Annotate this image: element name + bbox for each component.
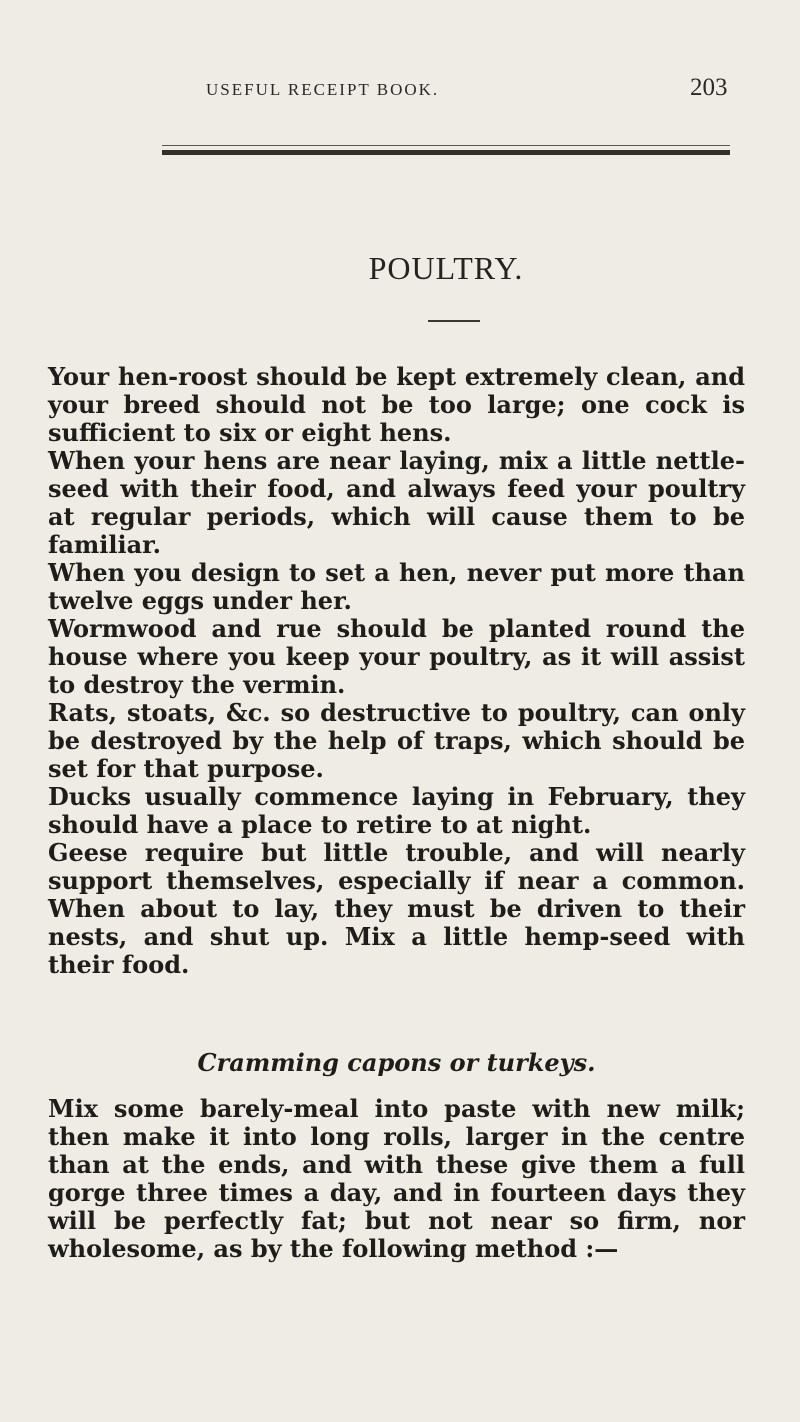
paragraph: Your hen-roost should be kept extremely clean, and your breed should not be too large; one cock is sufficient to six or eight hens. xyxy=(48,362,745,447)
paragraph: Wormwood and rue should be planted round the house where you keep your poultry, as it will assist to destroy the vermin. xyxy=(48,614,745,699)
paragraph: Geese require but little trouble, and will nearly support themselves, especially if near a common. When about to lay, they must be driven to their nests, and shut up. Mix a little hemp-seed with their food. xyxy=(48,838,745,979)
running-head: USEFUL RECEIPT BOOK. xyxy=(206,80,440,99)
paragraph: When your hens are near laying, mix a little nettle-seed with their food, and always feed your poultry at regular periods, which will cause them to be familiar. xyxy=(48,446,745,559)
paragraph: When you design to set a hen, never put more than twelve eggs under her. xyxy=(48,558,745,615)
header-rule xyxy=(162,150,730,155)
title-divider xyxy=(428,320,480,322)
page-number: 203 xyxy=(690,74,728,101)
cramming-text xyxy=(48,1095,745,1263)
paragraph: Rats, stoats, &c. so destructive to poultry, can only be destroyed by the help of traps, which should be set for that purpose. xyxy=(48,698,745,783)
subsection-title: Cramming capons or turkeys. xyxy=(197,1048,596,1077)
paragraph: Mix some barely-meal into paste with new milk; then make it into long rolls, larger in the centre than at the ends, and with these give them a full gorge three times a day, and in fourteen days they will be perfectly fat; but not near so firm, nor wholesome, as by the following method :— xyxy=(48,1094,745,1263)
paragraph: Ducks usually commence laying in February, they should have a place to retire to at night. xyxy=(48,782,745,839)
section-title: POULTRY. xyxy=(368,250,524,286)
poultry-text xyxy=(48,363,745,979)
